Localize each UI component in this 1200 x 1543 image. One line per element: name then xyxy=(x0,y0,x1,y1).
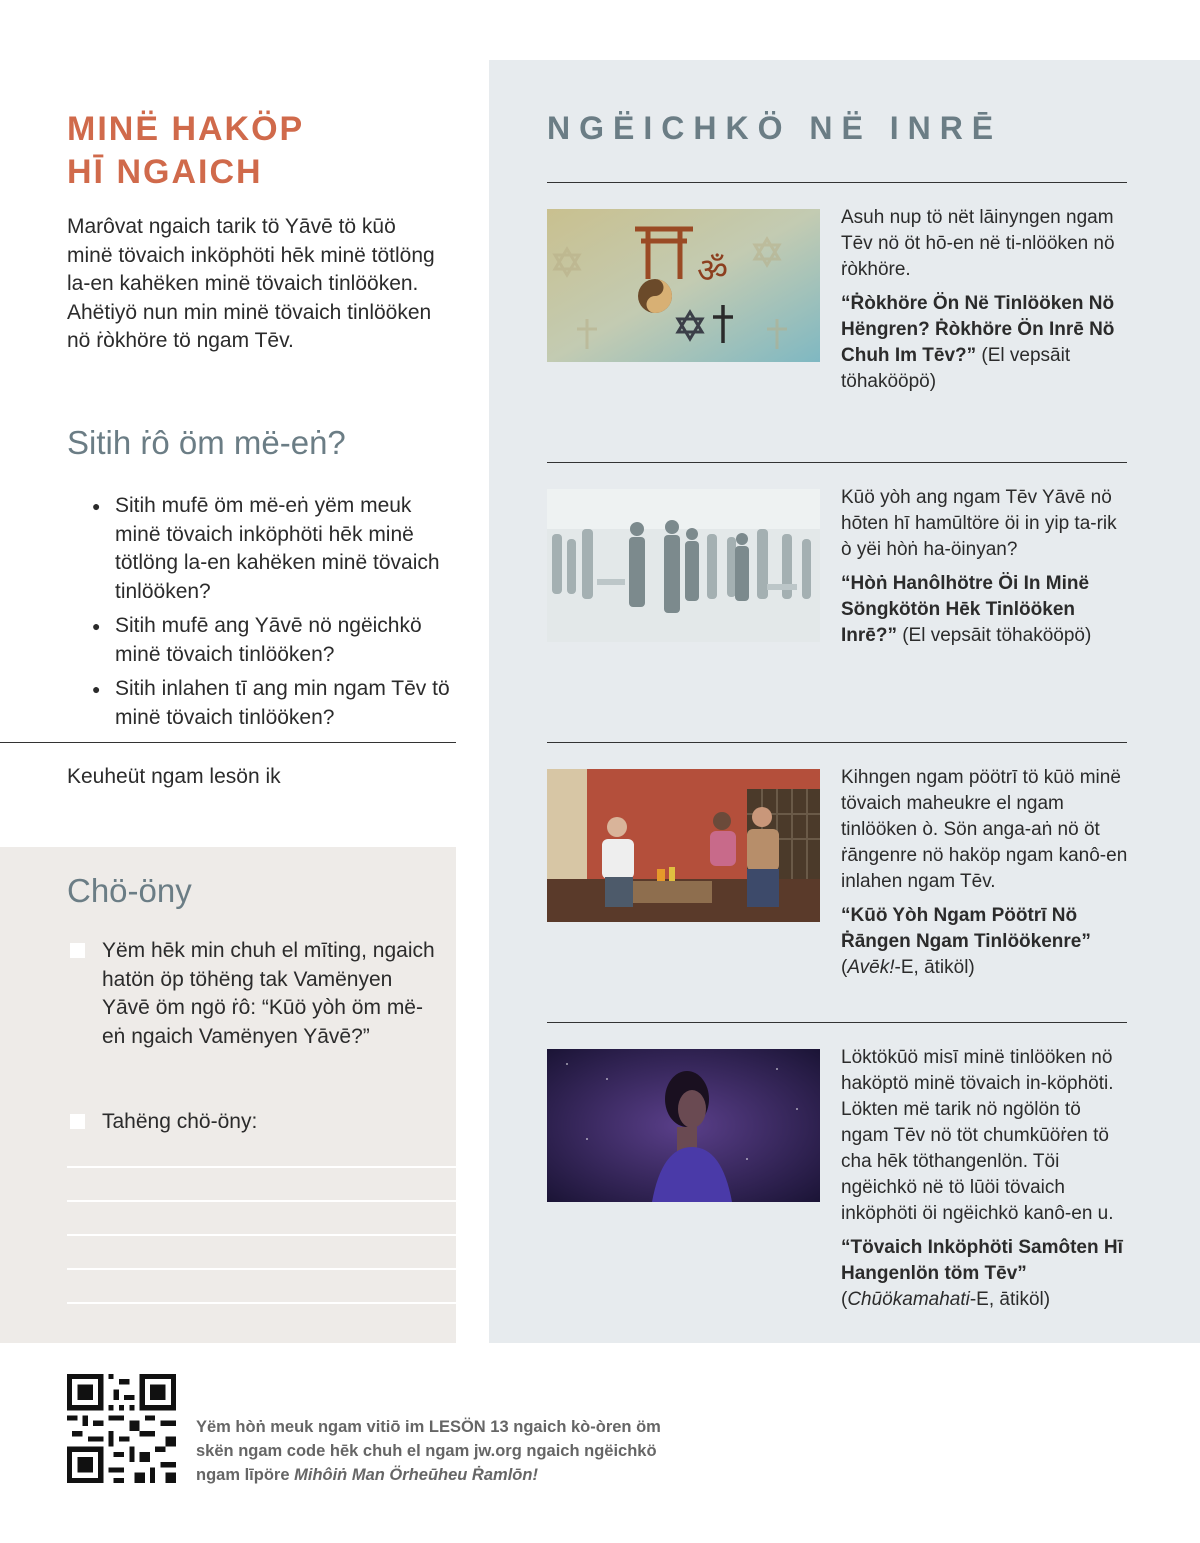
title-line-1: MINË HAKÖP xyxy=(67,110,305,148)
question-item: ● Sitih mufē ang Yāvē nö ngëichkö minë tövaich tinlööken? xyxy=(90,612,456,669)
article-description: Asuh nup tö nët lāinyngen ngam Tēv nö öt hō-en në ti-nlööken nö ṙòkhöre. xyxy=(841,207,1115,280)
divider xyxy=(547,742,1127,743)
article-source: (El vepsāit töhakööpö) xyxy=(902,625,1092,646)
writing-line[interactable] xyxy=(67,1166,456,1168)
article-source: (El vepsāit töhakööpö) xyxy=(841,345,1071,392)
religious-symbols-image[interactable] xyxy=(547,209,820,362)
page-title xyxy=(67,108,447,194)
title-line-2: HĪ NGAICH xyxy=(67,153,263,191)
article-entry-4 xyxy=(841,1045,1131,1313)
article-entry-3 xyxy=(841,765,1131,981)
article-link[interactable] xyxy=(841,571,1131,649)
checkbox[interactable] xyxy=(70,943,85,958)
footer-line: skën ngam code hēk chuh el ngam jw.org ngaich ngëichkö xyxy=(196,1442,657,1460)
article-entry-1 xyxy=(841,205,1131,395)
goal-item xyxy=(70,937,440,1051)
woman-night-sky-image[interactable] xyxy=(547,1049,820,1202)
article-title[interactable]: “Kūö Yòh Ngam Pöötrī Nö Ṙāngen Ngam Tinlöökenre” xyxy=(841,905,1091,952)
footer-line xyxy=(196,1463,716,1487)
source-publication: Avēk! xyxy=(847,957,895,978)
qr-code[interactable] xyxy=(67,1374,176,1483)
questions-heading: Sitih ṙô öm më-eṅ? xyxy=(67,424,346,461)
footer-text: ngam līpöre xyxy=(196,1466,295,1484)
intro-paragraph: Marôvat ngaich tarik tö Yāvē tö kūö minë tövaich inköphöti hēk minë tötlöng la-en kahëken minë tövaich tinlööken. Ahëtiyö nun min minë tövaich tinlööken nö ṙòkhöre tö ngam Tēv. xyxy=(67,215,435,352)
next-lesson-label: Keuheüt ngam lesön ik xyxy=(67,765,281,788)
source-suffix: -E, ātiköl) xyxy=(969,1289,1051,1310)
brochure-title[interactable]: Mihôiṅ Man Örheūheu Ṙamlōn! xyxy=(294,1466,538,1484)
article-source: (Chūökamahati-E, ātiköl) xyxy=(841,1289,1051,1310)
article-description: Kihngen ngam pöötrī tö kūö minë tövaich maheukre el ngam tinlööken ò. Sön anga-aṅ nö öt ṙāngenre nö haköp ngam kanô-en inlahen ngam Tēv. xyxy=(841,767,1128,892)
writing-line[interactable] xyxy=(67,1200,456,1202)
writing-line[interactable] xyxy=(67,1268,456,1270)
goal-text: Tahëng chö-öny: xyxy=(102,1110,258,1133)
questions-list xyxy=(90,492,456,738)
goals-heading: Chö-öny xyxy=(67,872,192,909)
article-description: Kūö yòh ang ngam Tēv Yāvē nö hōten hī hamūltöre öi in yip ta-rik ò yëi hòṅ ha-öinyan? xyxy=(841,487,1117,560)
svg-text:ॐ: ॐ xyxy=(697,251,729,291)
article-link[interactable] xyxy=(841,1235,1131,1287)
question-item: ● Sitih inlahen tī ang min ngam Tēv tö minë tövaich tinlööken? xyxy=(90,675,456,732)
goal-text: Yëm hēk min chuh el mīting, ngaich hatön öp töhëng tak Vamënyen Yāvē öm ngö ṙô: “Kūö yòh öm më-eṅ ngaich Vamënyen Yāvē?” xyxy=(102,939,435,1048)
divider xyxy=(547,1022,1127,1023)
divider xyxy=(547,462,1127,463)
writing-line[interactable] xyxy=(67,1234,456,1236)
further-reading-heading: NGËICHKÖ NË INRĒ xyxy=(547,110,1003,146)
article-title[interactable]: “Hòṅ Hanôlhötre Öi In Minë Söngkötön Hēk Tinlööken Inrē?” xyxy=(841,573,1090,646)
question-item: ● Sitih mufē öm më-eṅ yëm meuk minë tövaich inköphöti hēk minë tötlöng la-en kahëken minë tövaich tinlööken? xyxy=(90,492,456,606)
article-link[interactable] xyxy=(841,903,1131,955)
gathering-image[interactable] xyxy=(547,489,820,642)
source-publication: Chūökamahati xyxy=(847,1289,970,1310)
patio-conversation-image[interactable] xyxy=(547,769,820,922)
article-description: Löktökūö misī minë tinlööken nö haköptö minë tövaich in-köphöti. Lökten më tarik nö ngölön tö ngam Tēv nö töt chumkūöṙen tö cha hēk töthangenlön. Töi ngëichkö në tö lūöi tövaich inköphöti öi ngëichkö kanô-en u. xyxy=(841,1047,1114,1224)
writing-line[interactable] xyxy=(67,1302,456,1304)
divider xyxy=(0,742,456,743)
checkbox[interactable] xyxy=(70,1114,85,1129)
article-link[interactable] xyxy=(841,291,1131,395)
article-title[interactable]: “Tövaich Inköphöti Samôten Hī Hangenlön töm Tēv” xyxy=(841,1237,1123,1284)
footer-line: Yëm hòṅ meuk ngam vitiō im LESÖN 13 ngaich kò-òren öm xyxy=(196,1418,661,1436)
goal-item xyxy=(70,1108,440,1137)
article-title[interactable]: “Ṙòkhöre Ön Në Tinlööken Nö Hëngren? Ṙòkhöre Ön Inrē Nö Chuh Im Tēv?” xyxy=(841,293,1115,366)
footer-note xyxy=(196,1415,716,1487)
article-entry-2 xyxy=(841,485,1131,649)
divider xyxy=(547,182,1127,183)
article-source: (Avēk!-E, ātiköl) xyxy=(841,957,975,978)
source-suffix: -E, ātiköl) xyxy=(894,957,975,978)
